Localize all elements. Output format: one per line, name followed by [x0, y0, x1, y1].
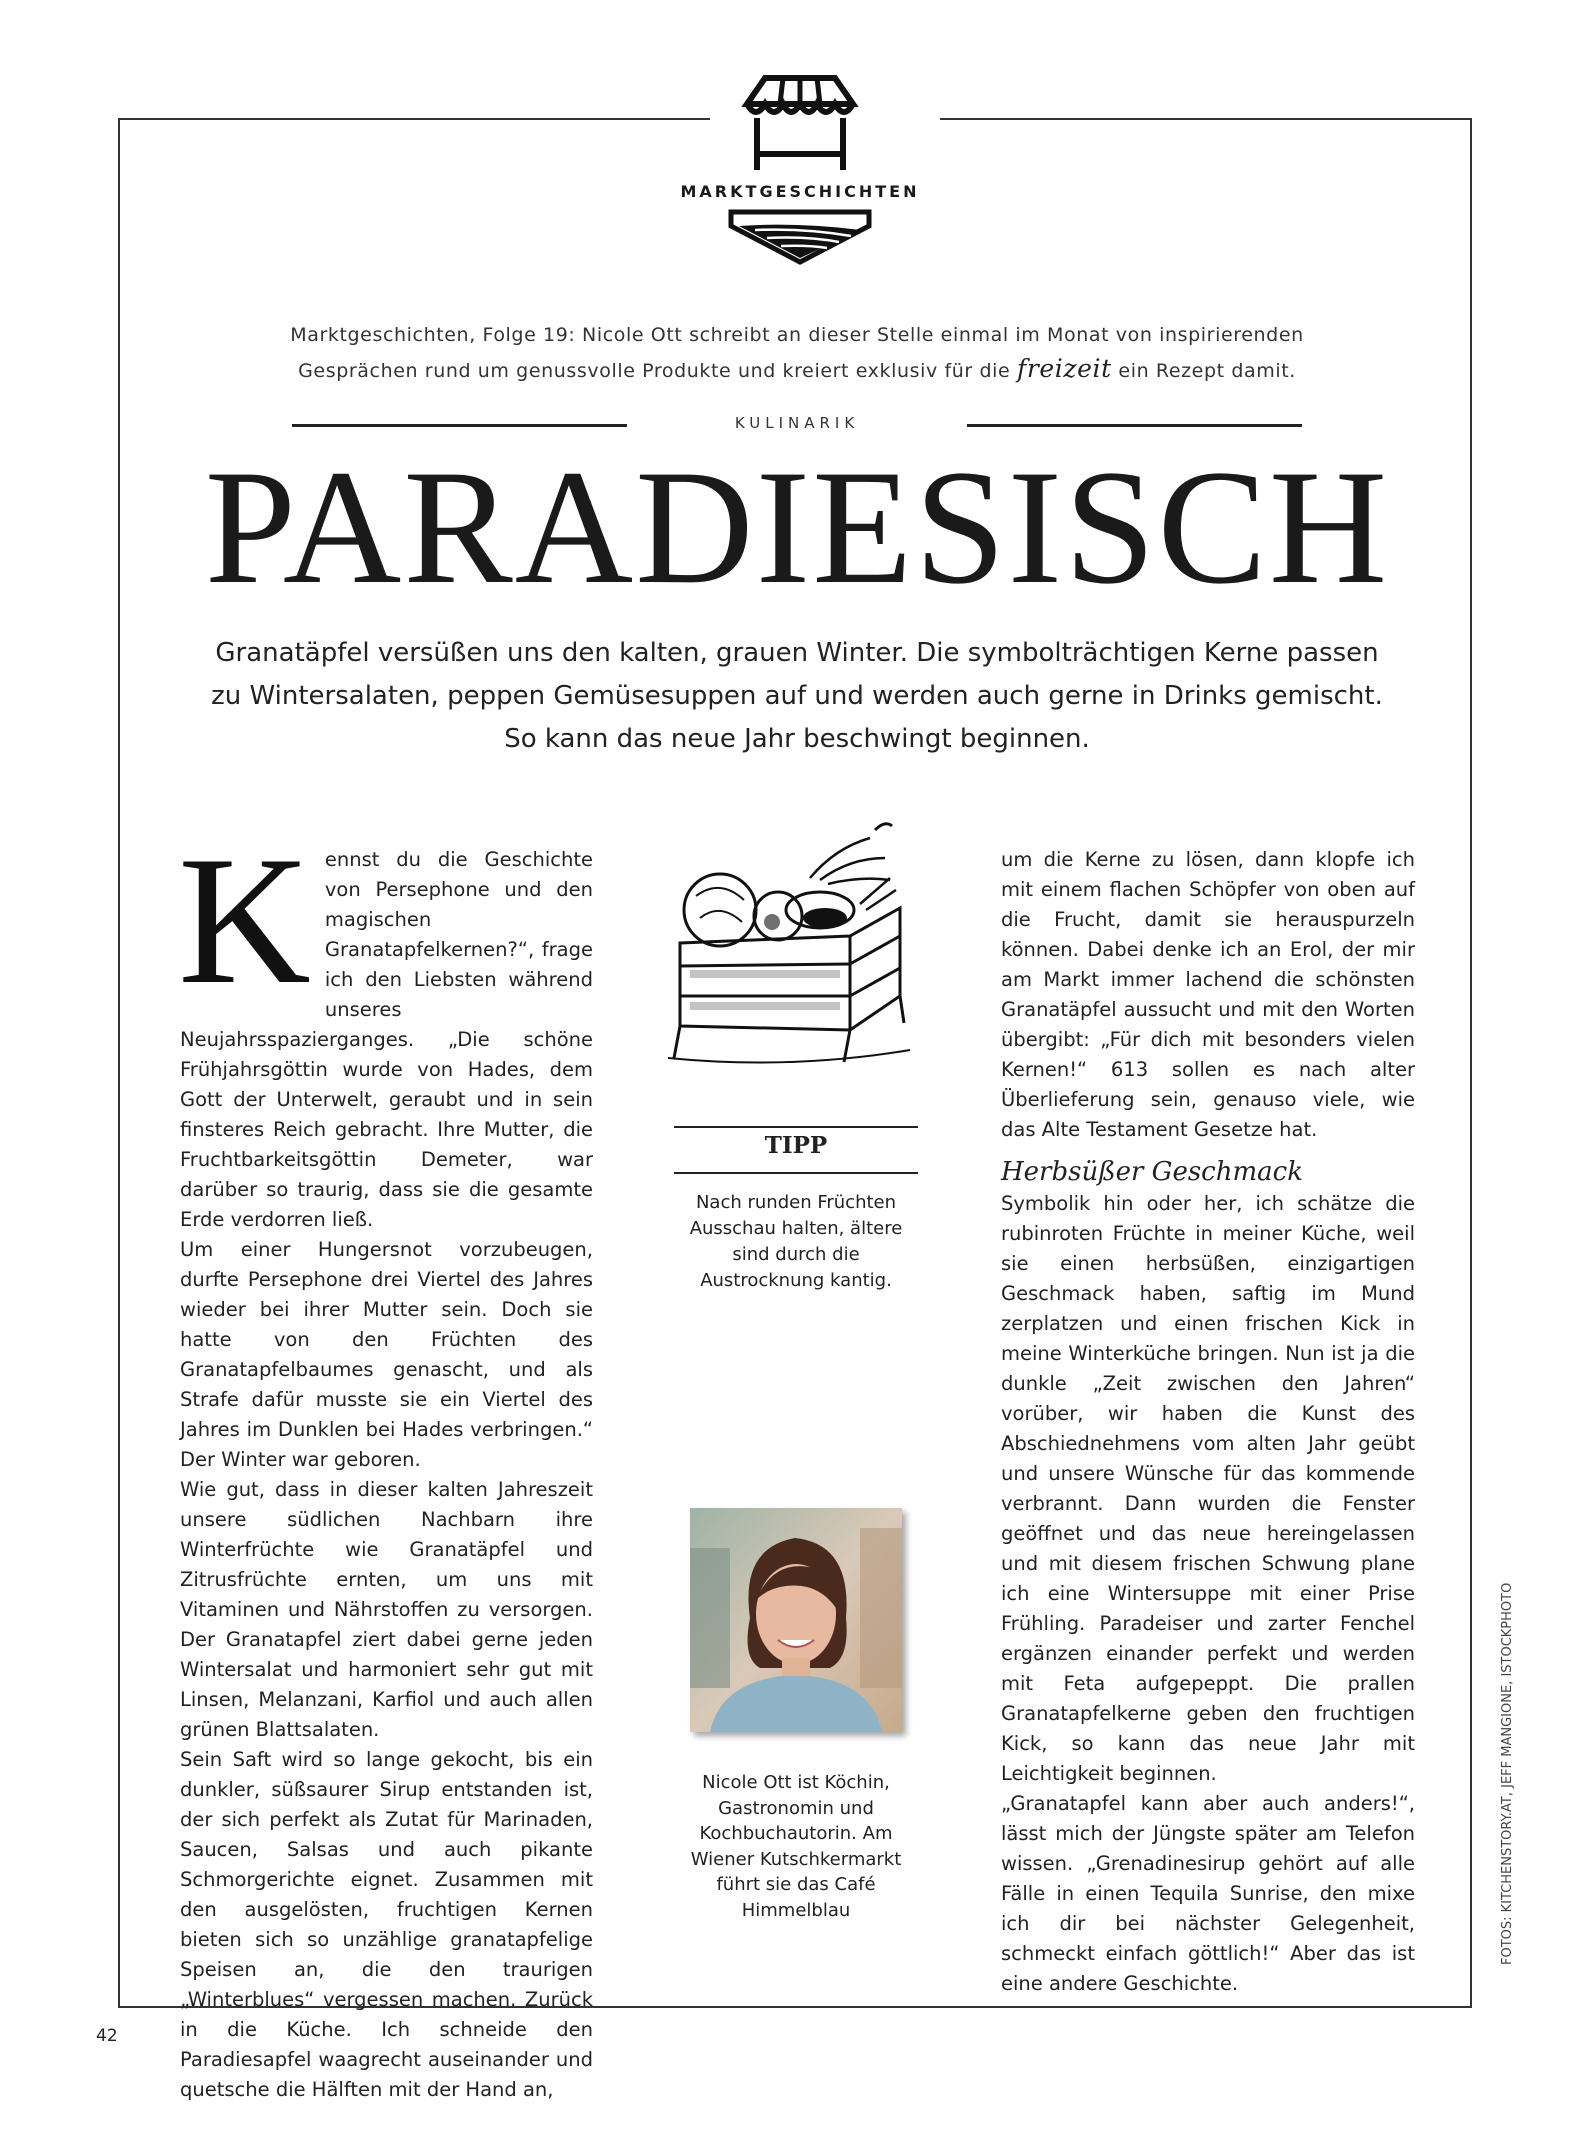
tipp-title: TIPP	[764, 1132, 828, 1159]
article-subheading: Herbsüßer Geschmack	[1001, 1157, 1303, 1187]
photo-credit: FOTOS: KITCHENSTORY.AT, JEFF MANGIONE, ISTOCKPHOTO	[1500, 1582, 1515, 1965]
lead-paragraph	[190, 632, 1404, 761]
article-paragraph: ennst du die Geschichte von Persephone und den magischen Granatapfelkernen?“, frage ich den Liebsten während unseres Neujahrsspazierganges. „Die schöne Frühjahrsgöttin wurde von Hades, dem Gott der Unterwelt, geraubt und in sein finsteres Reich gebracht. Ihre Mutter, die Fruchtbarkeitsgöttin Demeter, war darüber so traurig, dass sie die gesamte Erde verdorren ließ.	[180, 848, 593, 1231]
section-rule-left	[292, 424, 627, 427]
intro-line-2	[230, 352, 1364, 388]
lead-line-1: Granatäpfel versüßen uns den kalten, grauen Winter. Die symbolträchtigen Kerne passen	[215, 638, 1379, 668]
tipp-text: Nach runden Früchten Ausschau halten, ältere sind durch die Austrocknung kantig.	[689, 1192, 903, 1291]
photo-credit-wrap	[1500, 1582, 1594, 1980]
lead-line-3: So kann das neue Jahr beschwingt beginnen.	[504, 724, 1090, 754]
brand-name: freizeit	[1016, 354, 1112, 383]
article-paragraph: „Granatapfel kann aber auch anders!“, lässt mich der Jüngste später am Telefon wissen. „Grenadinesirup gehört auf alle Fälle in einen Tequila Sunrise, den mixe ich dir bei nächster Gelegenheit, schmeckt einfach göttlich!“ Aber das ist eine andere Geschichte.	[1001, 1792, 1415, 1995]
article-paragraph: Wie gut, dass in dieser kalten Jahreszeit unsere südlichen Nachbarn ihre Winterfrüchte wie Granatäpfel und Zitrusfrüchte ernten, um uns mit Vitaminen und Nährstoffen zu versorgen. Der Granatapfel ziert dabei gerne jeden Wintersalat und harmoniert sehr gut mit Linsen, Melanzani, Karfiol und auch allen grünen Blattsalaten.	[180, 1478, 593, 1741]
logo-label: MARKTGESCHICHTEN	[680, 182, 920, 201]
author-caption: Nicole Ott ist Köchin, Gastronomin und Kochbuchautorin. Am Wiener Kutschkermarkt führt sie das Café Himmelblau	[690, 1772, 902, 1921]
headline: PARADIESISCH	[204, 437, 1390, 618]
author-photo	[690, 1508, 902, 1732]
series-intro	[230, 318, 1364, 388]
marktgeschichten-logo	[670, 70, 930, 270]
intro-line-1: Marktgeschichten, Folge 19: Nicole Ott schreibt an dieser Stelle einmal im Monat von inspirierenden	[290, 324, 1304, 346]
page-number: 42	[96, 2026, 118, 2046]
intro-line-2-start: Gesprächen rund um genussvolle Produkte und kreiert exklusiv für die	[298, 360, 1011, 382]
lead-line-2: zu Wintersalaten, peppen Gemüsesuppen auf und werden auch gerne in Drinks gemischt.	[211, 681, 1383, 711]
drop-cap: K	[178, 818, 311, 1022]
article-paragraph: Sein Saft wird so lange gekocht, bis ein dunkler, süßsaurer Sirup entstanden ist, der sich perfekt als Zutat für Marinaden, Saucen, Salsas und auch pikante Schmorgerichte eignet. Zusammen mit den ausgelösten, fruchtigen Kernen bieten sich so unzählige granatapfelige Speisen an, die den traurigen „Winterblues“ vergessen machen. Zurück in die Küche. Ich schneide den Paradiesapfel waagrecht auseinander und quetsche die Hälften mit der Hand an,	[180, 1748, 593, 2101]
tipp-rule-top	[674, 1126, 918, 1128]
market-stall-icon	[725, 70, 875, 180]
article-column-left	[178, 818, 593, 2105]
section-rule-right	[967, 424, 1302, 427]
field-banner-icon	[725, 208, 875, 268]
article-column-right	[1001, 845, 1415, 1999]
section-label: KULINARIK	[734, 414, 860, 432]
article-paragraph: Symbolik hin oder her, ich schätze die rubinroten Früchte in meiner Küche, weil sie einen herbsüßen, einzigartigen Geschmack haben, saftig im Mund zerplatzen und einen frischen Kick in meine Winterküche bringen. Nun ist ja die dunkle „Zeit zwischen den Jahren“ vorüber, wir haben die Kunst des Abschiednehmens vom alten Jahr geübt und unsere Wünsche für das kommende verbrannt. Dann wurden die Fenster geöffnet und das neue hereingelassen und mit diesem frischen Schwung plane ich eine Wintersuppe mit einer Prise Frühling. Paradeiser und zarter Fenchel ergänzen einander perfekt und werden mit Feta aufgepeppt. Die prallen Granatapfelkerne geben den fruchtigen Kick, so kann das neue Jahr mit Leichtigkeit beginnen.	[1001, 1192, 1415, 1785]
article-paragraph: um die Kerne zu lösen, dann klopfe ich mit einem flachen Schöpfer von oben auf die Frucht, damit sie herauspurzeln können. Dabei denke ich an Erol, der mir am Markt immer lachend die schönsten Granatäpfel aussucht und mit den Worten übergibt: „Für dich mit besonders vielen Kernen!“ 613 sollen es nach alter Überlieferung sein, genauso viele, wie das Alte Testament Gesetze hat.	[1001, 848, 1415, 1141]
article-paragraph: Um einer Hungersnot vorzubeugen, durfte Persephone drei Viertel des Jahres wieder bei ihrer Mutter sein. Doch sie hatte von den Früchten des Granatapfelbaumes genascht, und als Strafe dafür musste sie ein Viertel des Jahres im Dunklen bei Hades verbringen.“ Der Winter war geboren.	[180, 1238, 593, 1471]
tipp-rule-bottom	[674, 1172, 918, 1174]
vegetable-crate-illustration	[660, 818, 930, 1088]
intro-line-2-end: ein Rezept damit.	[1118, 360, 1296, 382]
